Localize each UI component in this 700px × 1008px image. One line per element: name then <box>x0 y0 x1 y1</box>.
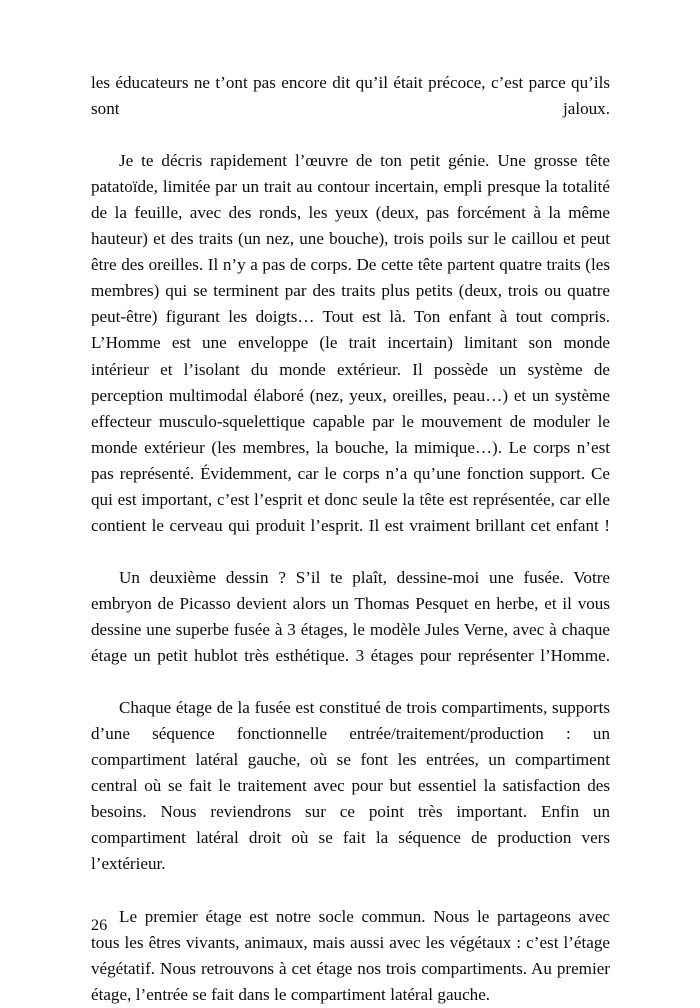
paragraph-continued: les éducateurs ne t’ont pas encore dit qu’il était précoce, c’est parce qu’ils sont jaloux. <box>91 73 610 119</box>
paragraph-fusee: Un deuxième dessin ? S’il te plaît, dessine-moi une fusée. Votre embryon de Picasso devient alors un Thomas Pesquet en herbe, et il vous dessine une superbe fusée à 3 étages, le modèle Jules Verne, avec à chaque étage un petit hublot très esthétique. 3 étages pour représenter l’Homme. <box>91 567 610 666</box>
paragraph-dessin-genie: Je te décris rapidement l’œuvre de ton petit génie. Une grosse tête patatoïde, limitée par un trait au contour incertain, empli presque la totalité de la feuille, avec des ronds, les yeux (deux, pas forcément à la même hauteur) et des traits (un nez, une bouche), trois poils sur le caillou et peut être des oreilles. Il n’y a pas de corps. De cette tête partent quatre traits (les membres) qui se terminent par des traits plus petits (deux, trois ou quatre peut-être) figurant les doigts… Tout est là. Ton enfant à tout compris. L’Homme est une enveloppe (le trait incertain) limitant son monde intérieur et l’isolant du monde extérieur. Il possède un système de perception multimodal élaboré (nez, yeux, oreilles, peau…) et un système effecteur musculo-squelettique capable par le mouvement de moduler le monde extérieur (les membres, la bouche, la mimique…). Le corps n’est pas représenté. Évidemment, car le corps n’a qu’une fonction support. Ce qui est important, c’est l’esprit et donc seule la tête est représentée, car elle contient le cerveau qui produit l’esprit. Il est vraiment brillant cet enfant ! <box>91 151 610 535</box>
body-text-column <box>91 70 610 1008</box>
page-number: 26 <box>91 916 108 934</box>
paragraph-compartiments: Chaque étage de la fusée est constitué de trois compartiments, supports d’une séquence fonctionnelle entrée/traitement/production : un compartiment latéral gauche, où se font les entrées, un compartiment central où se fait le traitement avec pour but essentiel la satisfaction des besoins. Nous reviendrons sur ce point très important. Enfin un compartiment latéral droit où se fait la séquence de production vers l’extérieur. <box>91 698 610 874</box>
paragraph-premier-etage: Le premier étage est notre socle commun. Nous le partageons avec tous les êtres vivants, animaux, mais aussi avec les végétaux : c’est l’étage végétatif. Nous retrouvons à cet étage nos trois compartiments. Au premier étage, l’entrée se fait dans le compartiment latéral gauche. <box>91 906 610 1004</box>
